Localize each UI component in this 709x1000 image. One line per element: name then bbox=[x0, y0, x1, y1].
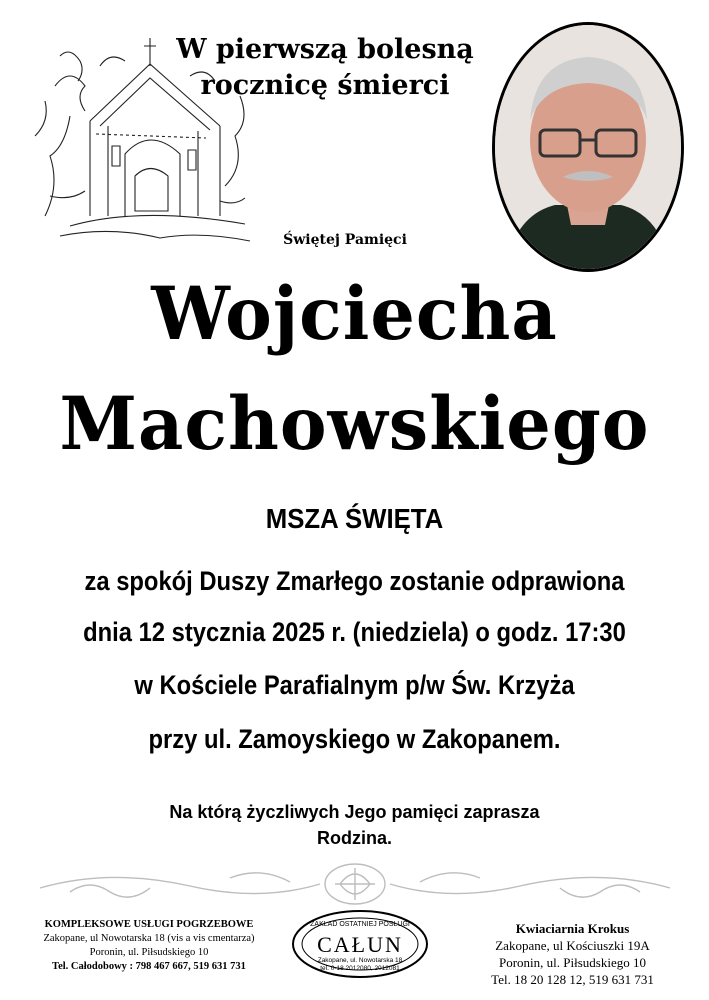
logo-top-text: ZAKŁAD OSTATNIEJ POSŁUGI bbox=[310, 921, 410, 928]
floral-ornament-icon bbox=[30, 858, 680, 910]
chapel-drawing-icon bbox=[30, 26, 255, 251]
logo-name: CAŁUN bbox=[317, 932, 403, 957]
florist-title: Kwiaciarnia Krokus bbox=[515, 921, 630, 936]
florist-address-1: Zakopane, ul Kościuszki 19A bbox=[495, 938, 650, 953]
funeral-services-info bbox=[14, 918, 284, 974]
funeral-services-address-2: Poronin, ul. Piłsudskiego 10 bbox=[89, 947, 209, 958]
calun-logo-icon bbox=[290, 908, 430, 980]
heading-line-1: W pierwszą bolesną bbox=[176, 34, 474, 65]
invitation-line-1: Na którą życzliwych Jego pamięci zaprasza bbox=[169, 802, 540, 822]
man-portrait-icon bbox=[495, 25, 681, 269]
florist-phone: Tel. 18 20 128 12, 519 631 731 bbox=[491, 972, 654, 987]
portrait-photo bbox=[492, 22, 684, 272]
deceased-last-name: Machowskiego bbox=[59, 379, 650, 468]
logo-phone: tel. 0-18 2012080, 2012081 bbox=[320, 965, 400, 972]
heading-line-2: rocznicę śmierci bbox=[200, 70, 450, 101]
mass-line-4: przy ul. Zamoyskiego w Zakopanem. bbox=[148, 724, 561, 754]
mass-line-1: za spokój Duszy Zmarłego zostanie odprawiona bbox=[84, 566, 625, 596]
florist-info bbox=[440, 920, 705, 988]
funeral-services-phone: Tel. Całodobowy : 798 467 667, 519 631 731 bbox=[52, 961, 246, 972]
funeral-services-address-1: Zakopane, ul Nowotarska 18 (vis a vis cmentarza) bbox=[43, 933, 255, 944]
holy-memory-label: Świętej Pamięci bbox=[283, 232, 407, 248]
funeral-services-title: KOMPLEKSOWE USŁUGI POGRZEBOWE bbox=[44, 919, 254, 930]
logo-bottom-text: Zakopane, ul. Nowotarska 18 bbox=[317, 957, 403, 964]
invitation-line-2: Rodzina. bbox=[317, 828, 392, 848]
florist-address-2: Poronin, ul. Piłsudskiego 10 bbox=[499, 955, 646, 970]
mass-line-3: w Kościele Parafialnym p/w Św. Krzyża bbox=[134, 670, 575, 700]
mass-line-2: dnia 12 stycznia 2025 r. (niedziela) o godz. 17:30 bbox=[83, 617, 626, 647]
deceased-first-name: Wojciecha bbox=[151, 269, 558, 358]
mass-title: MSZA ŚWIĘTA bbox=[265, 503, 444, 534]
